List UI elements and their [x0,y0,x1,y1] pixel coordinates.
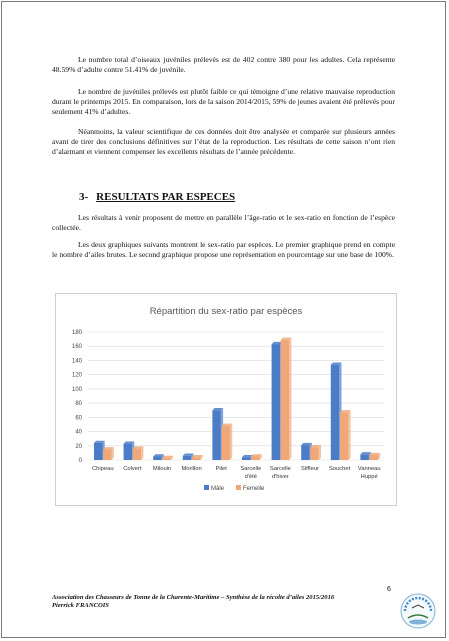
bar-female [103,449,112,460]
legend-swatch [236,485,241,490]
paragraph-juveniles-total: Le nombre total d’oiseaux juvéniles prélevés est de 402 contre 380 pour les adultes. Cela représente 48.59% d’adulte contre 51.41% de juvénile. [52,55,395,75]
footer [52,594,334,610]
paragraph-results-intro: Les résultats à venir proposent de mettre en parallèle l’âge-ratio et le sex-ratio en fonction de l’espèce collectée. [52,213,395,233]
bar-female [192,457,201,460]
x-tick-label: Sarcelle [269,466,291,472]
bar-side [141,446,143,460]
x-tick-label: Pilet [215,466,227,472]
bar-female [251,456,260,460]
bar-side [319,445,321,460]
paragraph-scientific-value: Néanmoins, la valeur scientifique de ces données doit être analysée et comparée sur plusieurs années avant de tirer des conclusions définitives sur l’état de la reproduction. Les résultats de cette saison n’ont rien d’alarmant et viennent compenser les excellents résultats de l’année précédente. [52,127,395,157]
bar-male [301,445,310,460]
section-heading [79,191,235,203]
x-tick-label: Morillon [181,466,202,472]
x-tick-label: Souchet [328,466,351,472]
x-tick-label: Colvert [123,466,142,472]
sex-ratio-chart [55,293,397,506]
bar-male [212,410,221,460]
bar-side [230,424,232,460]
x-tick-label: Chipeau [91,466,114,472]
association-logo [396,592,440,635]
footer-line-2: Pierrick FRANCOIS [52,602,109,609]
bar-female [281,340,290,460]
bar-female [340,412,349,460]
x-tick-label: Siffleur [301,466,319,472]
bar-male [272,344,281,460]
bar-male [153,456,162,460]
paragraph-reproduction: Le nombre de juvéniles prélevés est plutôt faible ce qui témoigne d’une relative mauvaise reproduction durant le printemps 2015. En comparaison, lors de la saison 2014/2015, 59% de jeunes avaient été prélevés pour seulement 41% d’adultes. [52,87,395,117]
y-tick-label: 80 [75,401,82,408]
bar-female [162,458,171,460]
page-number: 6 [387,586,391,593]
y-tick-label: 160 [71,344,82,351]
y-tick-label: 140 [71,358,82,365]
bar-male [94,443,103,460]
x-tick-label: Milouin [152,466,172,472]
y-tick-label: 0 [78,458,82,464]
legend-label: Femelle [243,486,265,492]
bar-side [348,410,350,460]
bar-female [133,449,142,460]
bar-side [112,447,114,460]
bar-side [289,338,291,460]
y-tick-label: 180 [71,330,82,336]
x-tick-label: d'été [244,474,257,480]
x-tick-label: Huppé [360,474,378,480]
bar-male [242,457,251,460]
bar-male [331,365,340,460]
paragraph-charts-intro: Les deux graphiques suivants montrent le sex-ratio par espèces. Le premier graphique prend en compte le nombre d’ailes brutes. Le second graphique propose une représentation en pourcentage sur une base de 100%. [52,240,395,260]
bar-female [222,426,231,460]
y-tick-label: 40 [75,429,82,436]
x-tick-label: d'hiver [271,474,289,480]
x-tick-label: Sarcelle [240,466,262,472]
chart-title: Répartition du sex-ratio par espèces [149,306,303,317]
y-tick-label: 20 [75,443,82,450]
bar-male [183,456,192,460]
y-tick-label: 120 [71,372,82,379]
legend-label: Mâle [211,486,225,492]
x-tick-label: Vanneau [357,466,381,472]
bar-male [360,454,369,460]
y-tick-label: 60 [75,415,82,422]
section-number: 3- [79,191,89,203]
y-tick-label: 100 [71,386,82,393]
footer-line-1: Association des Chasseurs de Tonne de la Charente-Maritime – Synthèse de la récolte d’ailes 2015/2016 [52,594,335,601]
bar-female [370,455,379,460]
bar-female [310,447,319,460]
section-title: RESULTATS PAR ESPECES [96,191,236,203]
chart-svg [56,294,396,505]
bar-male [124,444,133,460]
legend-swatch [204,485,209,490]
